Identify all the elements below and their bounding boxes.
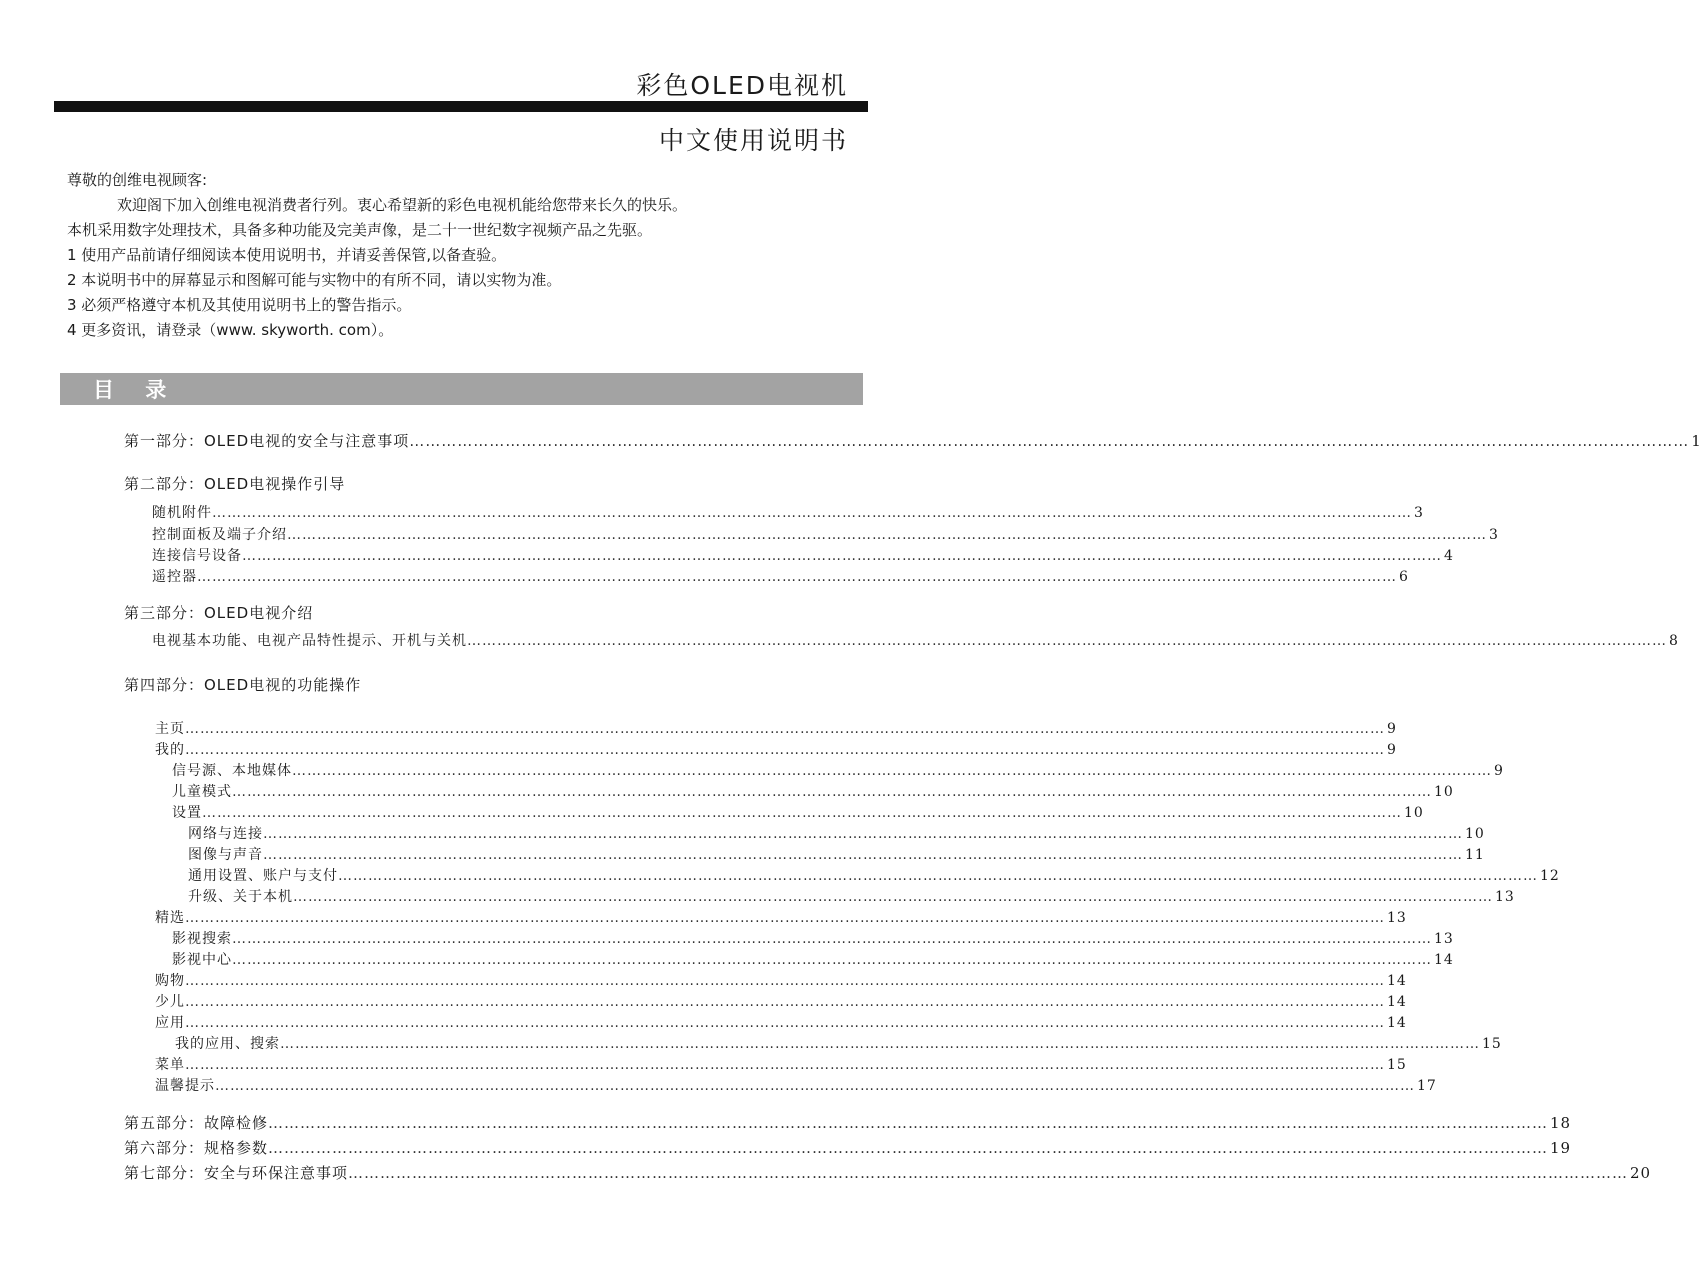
intro-tech: 本机采用数字处理技术，具备多种功能及完美声像，是二十一世纪数字视频产品之先驱。 bbox=[67, 221, 653, 239]
toc-entry[interactable] bbox=[155, 1054, 1407, 1074]
toc-entry-page: 10 bbox=[1465, 826, 1485, 842]
intro-section bbox=[67, 168, 687, 343]
header-divider-bar bbox=[54, 101, 868, 112]
document-title: 彩色OLED电视机 bbox=[636, 71, 848, 100]
toc-entry-page: 6 bbox=[1399, 569, 1409, 585]
toc-entry[interactable] bbox=[155, 1075, 1437, 1095]
toc-entry-label: 控制面板及端子介绍 bbox=[152, 527, 287, 543]
toc-entry-page: 14 bbox=[1434, 952, 1454, 968]
toc-entry[interactable] bbox=[188, 823, 1485, 843]
toc-entry-label: 随机附件 bbox=[152, 505, 212, 521]
toc-leader-dots: …………………………………………………………………………………………………………………………………………………………………………………………………………………… bbox=[185, 1015, 1385, 1031]
toc-entry-label: 少儿 bbox=[155, 994, 185, 1010]
toc-entry-page: 9 bbox=[1494, 763, 1504, 779]
toc-entry[interactable] bbox=[188, 886, 1515, 906]
toc-entry-page: 10 bbox=[1434, 784, 1454, 800]
intro-note: 2 本说明书中的屏幕显示和图解可能与实物中的有所不同，请以实物为准。 bbox=[67, 271, 562, 289]
toc-entry[interactable] bbox=[172, 949, 1454, 969]
toc-entry[interactable] bbox=[155, 1012, 1407, 1032]
toc-entry-page: 17 bbox=[1417, 1078, 1437, 1094]
toc-entry[interactable] bbox=[188, 865, 1560, 885]
toc-leader-dots: …………………………………………………………………………………………………………………………………………………………………………………………………………………… bbox=[409, 432, 1690, 450]
toc-leader-dots: …………………………………………………………………………………………………………………………………………………………………………………………………………………… bbox=[185, 973, 1385, 989]
toc-leader-dots: …………………………………………………………………………………………………………………………………………………………………………………………………………………… bbox=[263, 847, 1463, 863]
toc-entry-label: 图像与声音 bbox=[188, 847, 263, 863]
toc-entry-label: 设置 bbox=[172, 805, 202, 821]
toc-part4-heading[interactable]: 第四部分：OLED电视的功能操作 bbox=[124, 676, 362, 694]
toc-entry-page: 3 bbox=[1414, 505, 1424, 521]
toc-entry-label: 我的 bbox=[155, 742, 185, 758]
intro-note: 3 必须严格遵守本机及其使用说明书上的警告指示。 bbox=[67, 296, 412, 314]
toc-entry[interactable] bbox=[152, 566, 1409, 586]
toc-entry[interactable] bbox=[155, 970, 1407, 990]
toc-entry-label: 影视搜索 bbox=[172, 931, 232, 947]
toc-entry-part6[interactable] bbox=[124, 1137, 1572, 1158]
toc-entry-page: 14 bbox=[1387, 973, 1407, 989]
toc-leader-dots: …………………………………………………………………………………………………………………………………………………………………………………………………………………… bbox=[268, 1139, 1549, 1157]
toc-entry-page: 10 bbox=[1404, 805, 1424, 821]
toc-entry[interactable] bbox=[172, 802, 1424, 822]
toc-leader-dots: …………………………………………………………………………………………………………………………………………………………………………………………………………………… bbox=[202, 805, 1402, 821]
toc-leader-dots: …………………………………………………………………………………………………………………………………………………………………………………………………………………… bbox=[185, 1057, 1385, 1073]
toc-entry-part1[interactable] bbox=[124, 430, 1702, 451]
toc-leader-dots: …………………………………………………………………………………………………………………………………………………………………………………………………………………… bbox=[263, 826, 1463, 842]
toc-part2-heading[interactable]: 第二部分：OLED电视操作引导 bbox=[124, 475, 346, 493]
toc-entry-label: 遥控器 bbox=[152, 569, 197, 585]
toc-entry-label: 第七部分：安全与环保注意事项 bbox=[124, 1164, 349, 1182]
toc-entry-page: 14 bbox=[1387, 994, 1407, 1010]
toc-leader-dots: …………………………………………………………………………………………………………………………………………………………………………………………………………………… bbox=[268, 1114, 1549, 1132]
toc-entry-label: 菜单 bbox=[155, 1057, 185, 1073]
toc-entry[interactable] bbox=[155, 991, 1407, 1011]
toc-leader-dots: …………………………………………………………………………………………………………………………………………………………………………………………………………………… bbox=[185, 721, 1385, 737]
toc-entry[interactable] bbox=[172, 781, 1454, 801]
toc-entry-page: 12 bbox=[1540, 868, 1560, 884]
toc-entry-label: 通用设置、账户与支付 bbox=[188, 868, 338, 884]
toc-leader-dots: …………………………………………………………………………………………………………………………………………………………………………………………………………………… bbox=[232, 952, 1432, 968]
toc-entry-page: 15 bbox=[1387, 1057, 1407, 1073]
toc-leader-dots: …………………………………………………………………………………………………………………………………………………………………………………………………………………… bbox=[280, 1036, 1480, 1052]
toc-entry-label: 第六部分：规格参数 bbox=[124, 1139, 269, 1157]
toc-entry-label: 信号源、本地媒体 bbox=[172, 763, 292, 779]
toc-entry[interactable] bbox=[188, 844, 1485, 864]
toc-entry-label: 第一部分：OLED电视的安全与注意事项 bbox=[124, 432, 410, 450]
toc-entry-page: 4 bbox=[1444, 548, 1454, 564]
toc-entry-page: 13 bbox=[1495, 889, 1515, 905]
toc-leader-dots: …………………………………………………………………………………………………………………………………………………………………………………………………………………… bbox=[348, 1164, 1629, 1182]
toc-entry-label: 儿童模式 bbox=[172, 784, 232, 800]
toc-part3-heading[interactable]: 第三部分：OLED电视介绍 bbox=[124, 604, 314, 622]
toc-entry-page: 20 bbox=[1630, 1164, 1652, 1182]
toc-entry-label: 电视基本功能、电视产品特性提示、开机与关机 bbox=[152, 633, 467, 649]
toc-entry-page: 9 bbox=[1387, 721, 1397, 737]
toc-entry-page: 8 bbox=[1669, 633, 1679, 649]
toc-entry-page: 3 bbox=[1489, 527, 1499, 543]
toc-entry-label: 我的应用、搜索 bbox=[175, 1036, 280, 1052]
toc-leader-dots: …………………………………………………………………………………………………………………………………………………………………………………………………………………… bbox=[185, 742, 1385, 758]
toc-entry[interactable] bbox=[172, 760, 1504, 780]
toc-entry[interactable] bbox=[155, 718, 1397, 738]
toc-entry[interactable] bbox=[155, 739, 1397, 759]
toc-leader-dots: …………………………………………………………………………………………………………………………………………………………………………………………………………………… bbox=[232, 784, 1432, 800]
toc-entry-label: 影视中心 bbox=[172, 952, 232, 968]
toc-leader-dots: …………………………………………………………………………………………………………………………………………………………………………………………………………………… bbox=[197, 569, 1397, 585]
toc-leader-dots: …………………………………………………………………………………………………………………………………………………………………………………………………………………… bbox=[338, 868, 1538, 884]
toc-entry[interactable] bbox=[152, 545, 1454, 565]
toc-entry[interactable] bbox=[152, 502, 1424, 522]
toc-leader-dots: …………………………………………………………………………………………………………………………………………………………………………………………………………………… bbox=[185, 994, 1385, 1010]
toc-leader-dots: …………………………………………………………………………………………………………………………………………………………………………………………………………………… bbox=[215, 1078, 1415, 1094]
toc-entry-label: 精选 bbox=[155, 910, 185, 926]
toc-entry-page: 14 bbox=[1387, 1015, 1407, 1031]
document-subtitle: 中文使用说明书 bbox=[658, 126, 848, 155]
toc-entry-label: 温馨提示 bbox=[155, 1078, 215, 1094]
toc-entry-part7[interactable] bbox=[124, 1162, 1652, 1183]
toc-entry-page: 18 bbox=[1550, 1114, 1572, 1132]
intro-note: 1 使用产品前请仔细阅读本使用说明书，并请妥善保管,以备查验。 bbox=[67, 246, 507, 264]
toc-leader-dots: …………………………………………………………………………………………………………………………………………………………………………………………………………………… bbox=[242, 548, 1442, 564]
toc-entry-label: 应用 bbox=[155, 1015, 185, 1031]
toc-heading: 目 录 bbox=[93, 378, 179, 402]
toc-entry-page: 19 bbox=[1550, 1139, 1572, 1157]
toc-leader-dots: …………………………………………………………………………………………………………………………………………………………………………………………………………………… bbox=[232, 931, 1432, 947]
toc-entry-label: 连接信号设备 bbox=[152, 548, 242, 564]
toc-entry[interactable] bbox=[152, 630, 1679, 650]
toc-entry-part5[interactable] bbox=[124, 1112, 1572, 1133]
toc-leader-dots: …………………………………………………………………………………………………………………………………………………………………………………………………………………… bbox=[292, 763, 1492, 779]
toc-entry[interactable] bbox=[152, 524, 1499, 544]
toc-leader-dots: …………………………………………………………………………………………………………………………………………………………………………………………………………………… bbox=[293, 889, 1493, 905]
toc-heading-band bbox=[60, 373, 863, 405]
toc-entry[interactable] bbox=[155, 907, 1407, 927]
toc-entry-label: 升级、关于本机 bbox=[188, 889, 293, 905]
toc-entry-page: 9 bbox=[1387, 742, 1397, 758]
toc-leader-dots: …………………………………………………………………………………………………………………………………………………………………………………………………………………… bbox=[185, 910, 1385, 926]
toc-leader-dots: …………………………………………………………………………………………………………………………………………………………………………………………………………………… bbox=[467, 633, 1667, 649]
toc-entry-page: 13 bbox=[1387, 910, 1407, 926]
toc-entry-page: 11 bbox=[1465, 847, 1485, 863]
toc-entry-page: 15 bbox=[1482, 1036, 1502, 1052]
toc-entry-label: 主页 bbox=[155, 721, 185, 737]
toc-entry[interactable] bbox=[175, 1033, 1502, 1053]
toc-entry-label: 购物 bbox=[155, 973, 185, 989]
toc-leader-dots: …………………………………………………………………………………………………………………………………………………………………………………………………………………… bbox=[287, 527, 1487, 543]
toc-leader-dots: …………………………………………………………………………………………………………………………………………………………………………………………………………………… bbox=[212, 505, 1412, 521]
toc-entry-label: 第五部分：故障检修 bbox=[124, 1114, 269, 1132]
toc-entry-label: 网络与连接 bbox=[188, 826, 263, 842]
toc-entry[interactable] bbox=[172, 928, 1454, 948]
intro-note: 4 更多资讯，请登录（www. skyworth. com）。 bbox=[67, 321, 394, 339]
toc-entry-page: 13 bbox=[1434, 931, 1454, 947]
intro-welcome: 欢迎阁下加入创维电视消费者行列。衷心希望新的彩色电视机能给您带来长久的快乐。 bbox=[117, 196, 688, 214]
intro-greeting: 尊敬的创维电视顾客: bbox=[67, 171, 208, 189]
toc-entry-page: 1 bbox=[1691, 432, 1702, 450]
